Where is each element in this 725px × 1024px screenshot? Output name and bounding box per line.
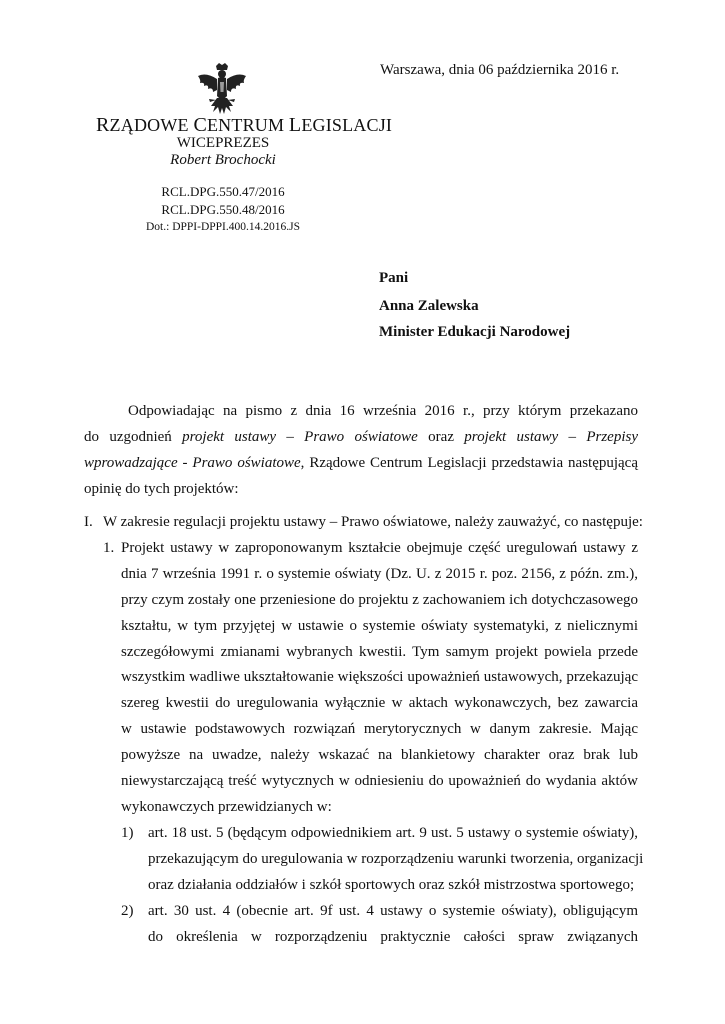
point-line-3: przy czym zostały one przeniesione do projektu z zachowaniem ich dotychczasowego bbox=[121, 592, 638, 608]
recipient-salutation: Pani bbox=[379, 270, 409, 286]
section-heading: W zakresie regulacji projektu ustawy – Prawo oświatowe, należy zauważyć, co następuje: bbox=[103, 514, 643, 530]
point-line-4: kształtu, w tym przyjętej w ustawie o systemie oświaty systematyki, z nielicznymi bbox=[121, 618, 638, 634]
organization-name: RZĄDOWE CENTRUM LEGISLACJI bbox=[96, 114, 393, 136]
intro-line-3: wprowadzające - Prawo oświatowe, Rządowe Centrum Legislacji przedstawia następującą bbox=[84, 455, 638, 471]
reference-number-1: RCL.DPG.550.47/2016 bbox=[161, 184, 285, 199]
point-line-5: szczegółowymi zmianami wybranych kwestii. Tym samym projekt powiela przede bbox=[121, 644, 638, 660]
subpoint-2-marker: 2) bbox=[121, 903, 134, 919]
subpoint-1-line-2: przekazującym do uregulowania w rozporządzeniu warunki tworzenia, organizacji bbox=[148, 851, 644, 867]
point-line-6: wszystkim wadliwe ukształtowanie większości upoważnień ustawowych, przekazując bbox=[121, 669, 638, 685]
recipient-name: Anna Zalewska bbox=[379, 298, 479, 314]
subpoint-2-line-2: do określenia w rozporządzeniu praktycznie całości spraw związanych bbox=[148, 929, 638, 945]
intro-line-4: opinię do tych projektów: bbox=[84, 481, 239, 497]
official-name: Robert Brochocki bbox=[170, 152, 276, 168]
point-line-8: w ustawie podstawowych rozwiązań merytorycznych w danym zakresie. Mając bbox=[121, 721, 638, 737]
section-marker: I. bbox=[84, 514, 93, 530]
point-line-7: szereg kwestii do uregulowania wyłącznie w aktach wykonawczych, bez zawarcia bbox=[121, 695, 638, 711]
point-line-10: niewystarczającą treść wytycznych w odniesieniu do upoważnień do wydania aktów bbox=[121, 773, 638, 789]
intro-line-2: do uzgodnień projekt ustawy – Prawo oświatowe oraz projekt ustawy – Przepisy bbox=[84, 429, 639, 445]
subpoint-2-line-1: art. 30 ust. 4 (obecnie art. 9f ust. 4 ustawy o systemie oświaty), obligującym bbox=[148, 903, 638, 919]
point-line-9: powyższe na uwadze, należy wskazać na blankietowy charakter oraz brak lub bbox=[121, 747, 638, 763]
point-line-1: Projekt ustawy w zaproponowanym kształcie obejmuje część uregulowań ustawy z bbox=[121, 540, 638, 556]
recipient-position: Minister Edukacji Narodowej bbox=[379, 324, 571, 340]
reference-number-2: RCL.DPG.550.48/2016 bbox=[161, 202, 285, 217]
point-line-11: wykonawczych przewidzianych w: bbox=[121, 799, 332, 815]
reference-number-3: Dot.: DPPI-DPPI.400.14.2016.JS bbox=[146, 221, 300, 233]
subpoint-1-line-1: art. 18 ust. 5 (będącym odpowiednikiem art. 9 ust. 5 ustawy o systemie oświaty), bbox=[148, 825, 638, 841]
official-title: WICEPREZES bbox=[176, 135, 270, 151]
subpoint-1-marker: 1) bbox=[121, 825, 134, 841]
subpoint-1-line-3: oraz działania oddziałów i szkół sportowych oraz szkół mistrzostwa sportowego; bbox=[148, 877, 635, 893]
place-and-date: Warszawa, dnia 06 października 2016 r. bbox=[380, 62, 620, 78]
point-marker: 1. bbox=[103, 540, 115, 556]
point-line-2: dnia 7 września 1991 r. o systemie oświaty (Dz. U. z 2015 r. poz. 2156, z późn. zm.), bbox=[121, 566, 638, 582]
white-eagle-emblem-icon bbox=[196, 62, 248, 118]
intro-line-1: Odpowiadając na pismo z dnia 16 września 2016 r., przy którym przekazano bbox=[128, 403, 638, 419]
